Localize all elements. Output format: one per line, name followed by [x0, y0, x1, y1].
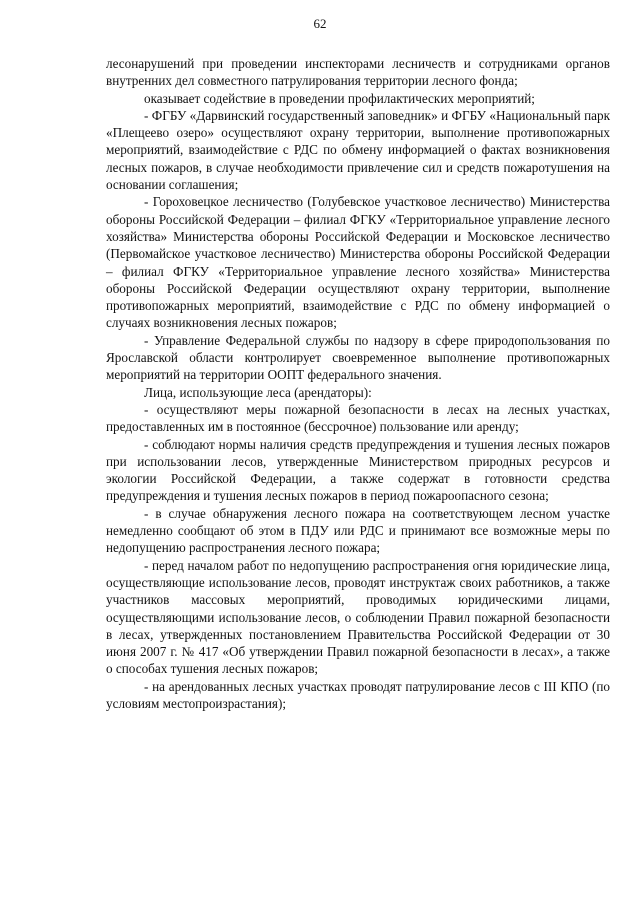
document-body: [106, 55, 610, 712]
paragraph-gorokhovets-forestry: - Гороховецкое лесничество (Голубевское участковое лесничество) Министерства обороны Российской Федерации – филиал ФГКУ «Территориальное управление лесного хозяйства» Министерства обороны Российской Федерации и Московское лесничество (Первомайское участковое лесничество) Министерства обороны Российской Федерации – филиал ФГКУ «Территориальное управление лесного хозяйства» Министерства обороны Российской Федерации осуществляют охрану территории, выполнение противопожарных мероприятий, взаимодействие с РДС по обмену информацией о случаях возникновения лесных пожаров;: [106, 194, 610, 331]
paragraph-darwin-reserve: - ФГБУ «Дарвинский государственный заповедник» и ФГБУ «Национальный парк «Плещеево озеро» осуществляют охрану территории, выполнение противопожарных мероприятий, взаимодействие с РДС по обмену информацией о фактах возникновения лесных пожаров, в случае необходимости привлечение сил и средств пожаротушения на основании соглашения;: [106, 107, 610, 193]
paragraph-briefing: - перед началом работ по недопущению распространения огня юридические лица, осуществляющие использование лесов, проводят инструктаж своих работников, а также участников массовых мероприятий, проводимых юридическими лицами, осуществляющими использование лесов, о соблюдении Правил пожарной безопасности в лесах, утвержденных постановлением Правительства Российской Федерации от 30 июня 2007 г. № 417 «Об утверждении Правил пожарной безопасности в лесах», а также о способах тушения лесных пожаров;: [106, 557, 610, 677]
paragraph-fire-safety-measures: - осуществляют меры пожарной безопасности в лесах на лесных участках, предоставленных им в постоянное (бессрочное) пользование или аренду;: [106, 401, 610, 435]
paragraph-assistance: оказывает содействие в проведении профилактических мероприятий;: [144, 90, 535, 106]
page-number: 62: [313, 16, 327, 31]
paragraph-patrolling: - на арендованных лесных участках проводят патрулирование лесов с III КПО (по условиям местопроизрастания);: [106, 678, 610, 711]
paragraph-tenants-heading: Лица, использующие леса (арендаторы):: [144, 384, 372, 400]
paragraph-supervision-service: - Управление Федеральной службы по надзору в сфере природопользования по Ярославской области контролирует своевременное выполнение противопожарных мероприятий на территории ООПТ федерального значения.: [106, 332, 610, 383]
paragraph-continuation: лесонарушений при проведении инспекторами лесничеств и сотрудниками органов внутренних дел совместного патрулирования территории лесного фонда;: [106, 56, 610, 89]
paragraph-fire-detection: - в случае обнаружения лесного пожара на соответствующем лесном участке немедленно сообщают об этом в ПДУ или РДС и принимают все возможные меры по недопущению распространения лесного пожара;: [106, 505, 610, 556]
paragraph-equipment-norms: - соблюдают нормы наличия средств предупреждения и тушения лесных пожаров при использовании лесов, утвержденные Министерством природных ресурсов и экологии Российской Федерации, а также содержат в готовности средства предупреждения и тушения лесных пожаров в период пожароопасного сезона;: [106, 436, 610, 504]
